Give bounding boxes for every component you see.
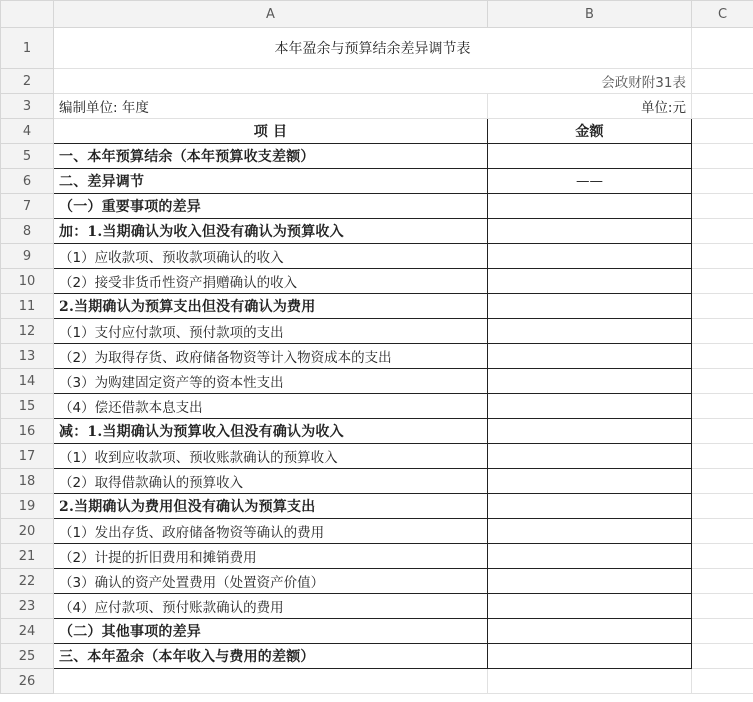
row-header-8[interactable]: 8 xyxy=(1,219,54,244)
unit-left-label[interactable]: 编制单位: 年度 xyxy=(54,94,488,119)
amount-cell[interactable] xyxy=(488,494,692,519)
amount-cell[interactable] xyxy=(488,269,692,294)
cell-c[interactable] xyxy=(692,494,753,519)
amount-cell[interactable] xyxy=(488,644,692,669)
row-header-20[interactable]: 20 xyxy=(1,519,54,544)
row-header-9[interactable]: 9 xyxy=(1,244,54,269)
item-cell[interactable]: 2.当期确认为费用但没有确认为预算支出 xyxy=(54,494,488,519)
row-header-3[interactable]: 3 xyxy=(1,94,54,119)
cell-c[interactable] xyxy=(692,594,753,619)
column-header-a[interactable]: A xyxy=(54,1,488,28)
cell-c3[interactable] xyxy=(692,94,753,119)
row-header-21[interactable]: 21 xyxy=(1,544,54,569)
item-cell[interactable]: （一）重要事项的差异 xyxy=(54,194,488,219)
row-header-14[interactable]: 14 xyxy=(1,369,54,394)
row-header-15[interactable]: 15 xyxy=(1,394,54,419)
row-header-5[interactable]: 5 xyxy=(1,144,54,169)
row-header-16[interactable]: 16 xyxy=(1,419,54,444)
column-header-b[interactable]: B xyxy=(488,1,692,28)
cell-c26[interactable] xyxy=(692,669,753,694)
cell-b26[interactable] xyxy=(488,669,692,694)
item-cell[interactable]: （1）应收款项、预收款项确认的收入 xyxy=(54,244,488,269)
amount-cell[interactable] xyxy=(488,144,692,169)
unit-right-label[interactable]: 单位:元 xyxy=(488,94,692,119)
row-header-4[interactable]: 4 xyxy=(1,119,54,144)
row-header-19[interactable]: 19 xyxy=(1,494,54,519)
amount-cell[interactable] xyxy=(488,569,692,594)
cell-c[interactable] xyxy=(692,194,753,219)
cell-a26[interactable] xyxy=(54,669,488,694)
amount-cell[interactable] xyxy=(488,444,692,469)
row-header-26[interactable]: 26 xyxy=(1,669,54,694)
item-cell[interactable]: 减：1.当期确认为预算收入但没有确认为收入 xyxy=(54,419,488,444)
cell-c[interactable] xyxy=(692,444,753,469)
amount-cell[interactable] xyxy=(488,219,692,244)
row-header-10[interactable]: 10 xyxy=(1,269,54,294)
cell-c[interactable] xyxy=(692,369,753,394)
cell-a2[interactable] xyxy=(54,69,488,94)
amount-cell[interactable] xyxy=(488,369,692,394)
cell-c[interactable] xyxy=(692,394,753,419)
row-header-24[interactable]: 24 xyxy=(1,619,54,644)
cell-c2[interactable] xyxy=(692,69,753,94)
item-cell[interactable]: （1）收到应收款项、预收账款确认的预算收入 xyxy=(54,444,488,469)
item-cell[interactable]: （1）发出存货、政府储备物资等确认的费用 xyxy=(54,519,488,544)
item-cell[interactable]: （2）计提的折旧费用和摊销费用 xyxy=(54,544,488,569)
item-cell[interactable]: 加：1.当期确认为收入但没有确认为预算收入 xyxy=(54,219,488,244)
item-cell[interactable]: （4）应付款项、预付账款确认的费用 xyxy=(54,594,488,619)
item-cell[interactable]: （2）取得借款确认的预算收入 xyxy=(54,469,488,494)
cell-c[interactable] xyxy=(692,344,753,369)
amount-cell[interactable] xyxy=(488,319,692,344)
amount-cell[interactable] xyxy=(488,294,692,319)
header-amount[interactable]: 金额 xyxy=(488,119,692,144)
cell-c[interactable] xyxy=(692,219,753,244)
cell-c[interactable] xyxy=(692,169,753,194)
row-header-13[interactable]: 13 xyxy=(1,344,54,369)
amount-cell[interactable] xyxy=(488,244,692,269)
row-header-18[interactable]: 18 xyxy=(1,469,54,494)
select-all-corner[interactable] xyxy=(1,1,54,28)
item-cell[interactable]: 三、本年盈余（本年收入与费用的差额） xyxy=(54,644,488,669)
item-cell[interactable]: （1）支付应付款项、预付款项的支出 xyxy=(54,319,488,344)
row-header-2[interactable]: 2 xyxy=(1,69,54,94)
row-header-11[interactable]: 11 xyxy=(1,294,54,319)
amount-cell[interactable] xyxy=(488,419,692,444)
item-cell[interactable]: （二）其他事项的差异 xyxy=(54,619,488,644)
cell-c[interactable] xyxy=(692,519,753,544)
row-header-23[interactable]: 23 xyxy=(1,594,54,619)
item-cell[interactable]: 2.当期确认为预算支出但没有确认为费用 xyxy=(54,294,488,319)
amount-cell[interactable] xyxy=(488,194,692,219)
cell-c4[interactable] xyxy=(692,119,753,144)
item-cell[interactable]: （4）偿还借款本息支出 xyxy=(54,394,488,419)
row-header-12[interactable]: 12 xyxy=(1,319,54,344)
item-cell[interactable]: （3）确认的资产处置费用（处置资产价值） xyxy=(54,569,488,594)
item-cell[interactable]: （3）为购建固定资产等的资本性支出 xyxy=(54,369,488,394)
cell-c1[interactable] xyxy=(692,28,753,69)
cell-c[interactable] xyxy=(692,294,753,319)
table-title[interactable]: 本年盈余与预算结余差异调节表 xyxy=(54,28,692,69)
item-cell[interactable]: 二、差异调节 xyxy=(54,169,488,194)
header-item[interactable]: 项 目 xyxy=(54,119,488,144)
amount-cell[interactable] xyxy=(488,469,692,494)
amount-cell[interactable] xyxy=(488,519,692,544)
cell-c[interactable] xyxy=(692,469,753,494)
cell-c[interactable] xyxy=(692,569,753,594)
cell-c[interactable] xyxy=(692,319,753,344)
amount-cell[interactable] xyxy=(488,344,692,369)
cell-c[interactable] xyxy=(692,419,753,444)
item-cell[interactable]: 一、本年预算结余（本年预算收支差额） xyxy=(54,144,488,169)
cell-c[interactable] xyxy=(692,269,753,294)
amount-cell[interactable] xyxy=(488,544,692,569)
row-header-22[interactable]: 22 xyxy=(1,569,54,594)
column-header-c[interactable]: C xyxy=(692,1,753,28)
cell-c[interactable] xyxy=(692,644,753,669)
cell-c[interactable] xyxy=(692,244,753,269)
row-header-6[interactable]: 6 xyxy=(1,169,54,194)
cell-c[interactable] xyxy=(692,544,753,569)
amount-cell[interactable] xyxy=(488,619,692,644)
row-header-7[interactable]: 7 xyxy=(1,194,54,219)
amount-cell[interactable] xyxy=(488,394,692,419)
amount-cell[interactable] xyxy=(488,594,692,619)
amount-cell[interactable]: —— xyxy=(488,169,692,194)
cell-c[interactable] xyxy=(692,144,753,169)
row-header-17[interactable]: 17 xyxy=(1,444,54,469)
item-cell[interactable]: （2）接受非货币性资产捐赠确认的收入 xyxy=(54,269,488,294)
form-number[interactable]: 会政财附31表 xyxy=(488,69,692,94)
row-header-1[interactable]: 1 xyxy=(1,28,54,69)
row-header-25[interactable]: 25 xyxy=(1,644,54,669)
item-cell[interactable]: （2）为取得存货、政府储备物资等计入物资成本的支出 xyxy=(54,344,488,369)
cell-c[interactable] xyxy=(692,619,753,644)
